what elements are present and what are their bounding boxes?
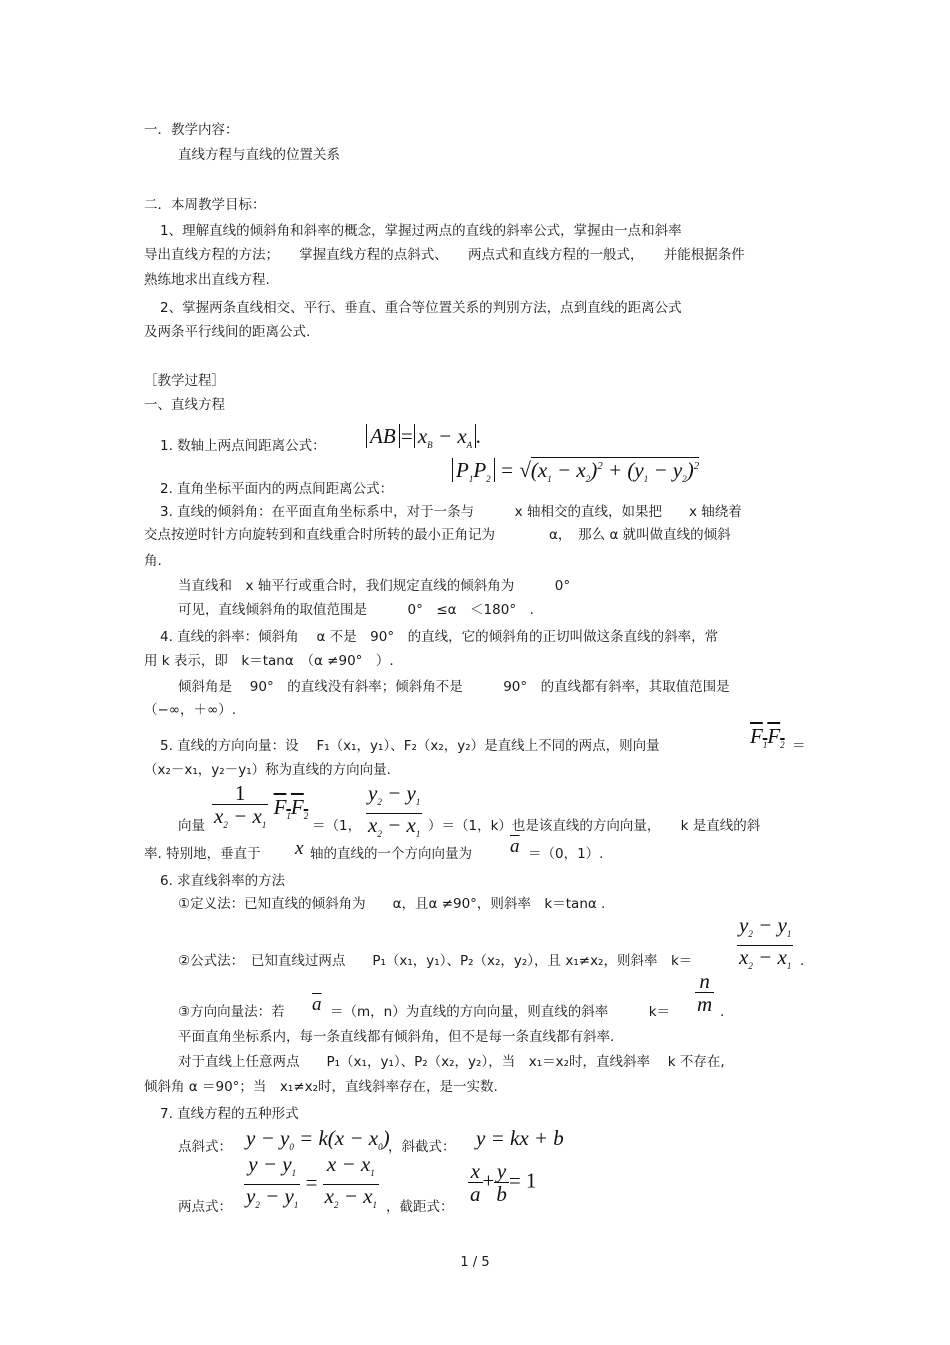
form-slope-intercept-label: ，斜截式： bbox=[388, 1139, 456, 1155]
formula-slope-two-points: $\frac{y_2 - y_1}{x_2 - x_1}$ bbox=[739, 913, 792, 972]
formula-slope-intercept: y = kx + b bbox=[476, 1126, 564, 1150]
item-6-method-3b: ＝（m，n）为直线的方向向量，则直线的斜率 k＝ bbox=[330, 1004, 671, 1020]
item-4-line-1: 4. 直线的斜率：倾斜角 α 不是 90° 的直线，它的倾斜角的正切叫做这条直线的斜率，常 bbox=[160, 629, 719, 645]
form-point-slope-label: 点斜式： bbox=[178, 1139, 232, 1155]
item-5-vector-label: 向量 bbox=[178, 818, 205, 834]
item-3-line-5: 可见，直线倾斜角的取值范围是 0° ≤α ＜180° . bbox=[178, 602, 534, 618]
item-5-equals: ＝ bbox=[792, 738, 806, 754]
item-6-method-1: ①定义法：已知直线的倾斜角为 α，且α ≠90°，则斜率 k＝tanα . bbox=[178, 896, 606, 912]
section-2-heading: 二．本周教学目标： bbox=[144, 197, 266, 213]
formula-point-slope: $y - y_0 = k(x - x_0)$ bbox=[246, 1126, 390, 1153]
item-4-line-2: 用 k 表示，即 k＝tanα （α ≠90° ）. bbox=[144, 653, 394, 669]
item-7-heading: 7. 直线方程的五种形式 bbox=[160, 1106, 299, 1122]
formula-plane-distance: $P_1P_2 = √(x_1 - x_2)^2 + (y_1 - y_2)^2$ bbox=[452, 458, 699, 484]
item-2-text: 2. 直角坐标平面内的两点间距离公式： bbox=[160, 481, 394, 497]
formula-scaled-vector: $\frac{1}{x_2 - x_1}$ $F_1F_2$ bbox=[214, 781, 309, 831]
item-5-line-4a: 率. 特别地，垂直于 bbox=[144, 846, 261, 862]
formula-number-line-distance: AB = $x_B - x_A$ . bbox=[366, 424, 481, 450]
vector-a: $\overline{a}$ bbox=[510, 836, 520, 857]
formula-slope-fraction: $\frac{y_2 - y_1}{x_2 - x_1}$ bbox=[368, 781, 421, 840]
formula-slope-n-over-m: $\frac{n}{m}$ bbox=[697, 969, 713, 1016]
item-6-method-3a: ③方向向量法：若 bbox=[178, 1004, 285, 1020]
formula-two-point: $\frac{y - y_1}{y_2 - y_1}$ = $\frac{x - x_1}{x_2 - x_1}$ bbox=[246, 1152, 377, 1211]
x-axis-symbol: x bbox=[295, 838, 304, 859]
formula-intercept: $\frac{x}{a}$ + $\frac{y}{b}$ = 1 bbox=[470, 1159, 537, 1206]
item-6-method-2: ②公式法： 已知直线过两点 P₁（x₁，y₁）、P₂（x₂，y₂），且 x₁≠x₂，则斜率 k＝ bbox=[178, 953, 693, 969]
item-5-line-1: 5. 直线的方向向量：设 F₁（x₁，y₁）、F₂（x₂，y₂）是直线上不同的两点，则向量 bbox=[160, 738, 660, 754]
goal-1-line-2: 导出直线方程的方法； 掌握直线方程的点斜式、 两点式和直线方程的一般式， 并能根据条件 bbox=[144, 247, 745, 263]
form-two-point-label: 两点式： bbox=[178, 1199, 232, 1215]
vector-f1f2: $F_1F_2$ bbox=[750, 724, 785, 751]
item-6-heading: 6. 求直线斜率的方法 bbox=[160, 873, 286, 889]
note-line-1: 平面直角坐标系内，每一条直线都有倾斜角，但不是每一条直线都有斜率. bbox=[178, 1029, 615, 1045]
part-1-heading: 一、直线方程 bbox=[144, 397, 225, 413]
item-5-eq-1: ＝（1， bbox=[312, 818, 362, 834]
item-5-line-4c: ＝（0，1）. bbox=[528, 846, 604, 862]
form-intercept-label: ，截距式： bbox=[386, 1199, 454, 1215]
teaching-process-label: ［教学过程］ bbox=[144, 373, 225, 389]
item-4-line-4: （−∞，＋∞）. bbox=[144, 702, 237, 718]
item-3-line-4: 当直线和 x 轴平行或重合时，我们规定直线的倾斜角为 0° bbox=[178, 578, 571, 594]
page-number: 1 / 5 bbox=[460, 1255, 490, 1270]
item-5-line-2: （x₂－x₁，y₂－y₁）称为直线的方向向量. bbox=[144, 762, 391, 778]
item-3-line-2: 交点按逆时针方向旋转到和直线重合时所转的最小正角记为 α， 那么 α 就叫做直线的倾斜 bbox=[144, 527, 731, 543]
goal-1-line-1: 1、理解直线的倾斜角和斜率的概念，掌握过两点的直线的斜率公式，掌握由一点和斜率 bbox=[160, 223, 682, 239]
note-line-2: 对于直线上任意两点 P₁（x₁，y₁）、P₂（x₂，y₂），当 x₁＝x₂时，直线斜率 k 不存在, bbox=[178, 1054, 725, 1070]
item-6-method-2-end: . bbox=[800, 953, 805, 969]
item-1-text: 1. 数轴上两点间距离公式： bbox=[160, 438, 326, 454]
section-1-heading: 一．教学内容： bbox=[144, 122, 239, 138]
vector-a-2: $\overline{a}$ bbox=[312, 994, 322, 1015]
item-4-line-3: 倾斜角是 90° 的直线没有斜率；倾斜角不是 90° 的直线都有斜率，其取值范围是 bbox=[178, 679, 730, 695]
goal-2-line-2: 及两条平行线间的距离公式. bbox=[144, 324, 311, 340]
item-5-line-3: ）＝（1，k）也是该直线的方向向量， k 是直线的斜 bbox=[428, 818, 761, 834]
note-line-3: 倾斜角 α ＝90°；当 x₁≠x₂时，直线斜率存在，是一实数. bbox=[144, 1079, 498, 1095]
item-5-line-4b: 轴的直线的一个方向向量为 bbox=[310, 846, 472, 862]
goal-1-line-3: 熟练地求出直线方程. bbox=[144, 272, 270, 288]
item-3-line-3: 角. bbox=[144, 553, 162, 569]
item-3-line-1: 3. 直线的倾斜角：在平面直角坐标系中，对于一条与 x 轴相交的直线，如果把 x 轴绕着 bbox=[160, 504, 742, 520]
goal-2-line-1: 2、掌握两条直线相交、平行、垂直、重合等位置关系的判别方法，点到直线的距离公式 bbox=[160, 300, 682, 316]
section-1-topic: 直线方程与直线的位置关系 bbox=[178, 147, 340, 163]
item-6-method-3c: . bbox=[720, 1004, 725, 1020]
